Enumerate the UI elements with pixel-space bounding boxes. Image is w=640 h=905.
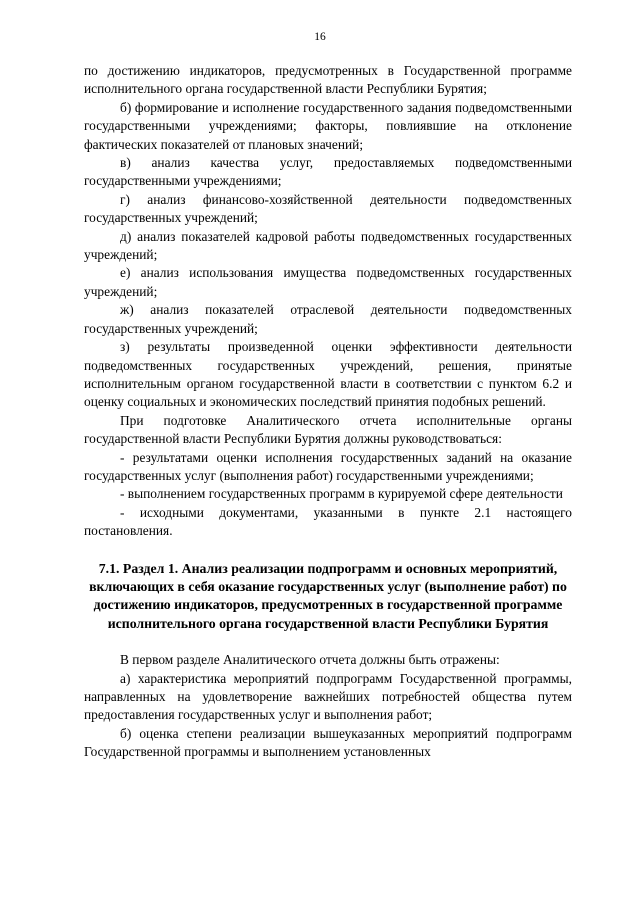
bullet-item: - результатами оценки исполнения государственных заданий на оказание государственных услуг (выполнения работ) государственными учреждениями; (84, 449, 572, 483)
paragraph: В первом разделе Аналитического отчета должны быть отражены: (120, 652, 500, 668)
page-number: 16 (314, 31, 326, 43)
spacer (84, 633, 572, 651)
document-body (84, 62, 572, 762)
list-item-z: з) результаты произведенной оценки эффективности деятельности подведомственных государственных учреждений, решения, принятые исполнительным органом государственной власти в соответствии с пунктом 6.2 и оценку социальных и экономических последствий принятия подобных решений. (84, 339, 572, 410)
paragraph: При подготовке Аналитического отчета исполнительные органы государственной власти Республики Бурятия должны руководствоваться: (84, 412, 572, 447)
list-item-e: е) анализ использования имущества подведомственных государственных учреждений; (84, 265, 572, 299)
list-item-g: г) анализ финансово-хозяйственной деятельности подведомственных государственных учреждений; (84, 191, 572, 226)
list-item-b: б) оценка степени реализации вышеуказанных мероприятий подпрограмм Государственной программы и выполнением установленных (84, 725, 572, 760)
list-item-zh: ж) анализ показателей отраслевой деятельности подведомственных государственных учреждений; (84, 302, 572, 336)
list-item-v: в) анализ качества услуг, предоставляемых подведомственными государственными учреждениями; (84, 155, 572, 189)
list-item-a: а) характеристика мероприятий подпрограмм Государственной программы, направленных на удовлетворение важнейших потребностей общества путем предоставления государственных услуг и выполнения работ; (84, 670, 572, 723)
section-heading: 7.1. Раздел 1. Анализ реализации подпрограмм и основных мероприятий, включающих в себя оказание государственных услуг (выполнение работ) по достижению индикаторов, предусмотренных в государственной программе исполнительного органа государственной власти Республики Бурятия (89, 560, 567, 631)
bullet-item: - выполнением государственных программ в курируемой сфере деятельности (120, 486, 563, 502)
paragraph: по достижению индикаторов, предусмотренных в Государственной программе исполнительного органа государственной власти Республики Бурятия; (84, 63, 572, 97)
list-item-d: д) анализ показателей кадровой работы подведомственных государственных учреждений; (84, 228, 572, 263)
list-item-b: б) формирование и исполнение государственного задания подведомственными государственными учреждениями; факторы, повлиявшие на отклонение фактических показателей от плановых значений; (84, 99, 572, 152)
bullet-item: - исходными документами, указанными в пункте 2.1 настоящего постановления. (84, 504, 572, 539)
